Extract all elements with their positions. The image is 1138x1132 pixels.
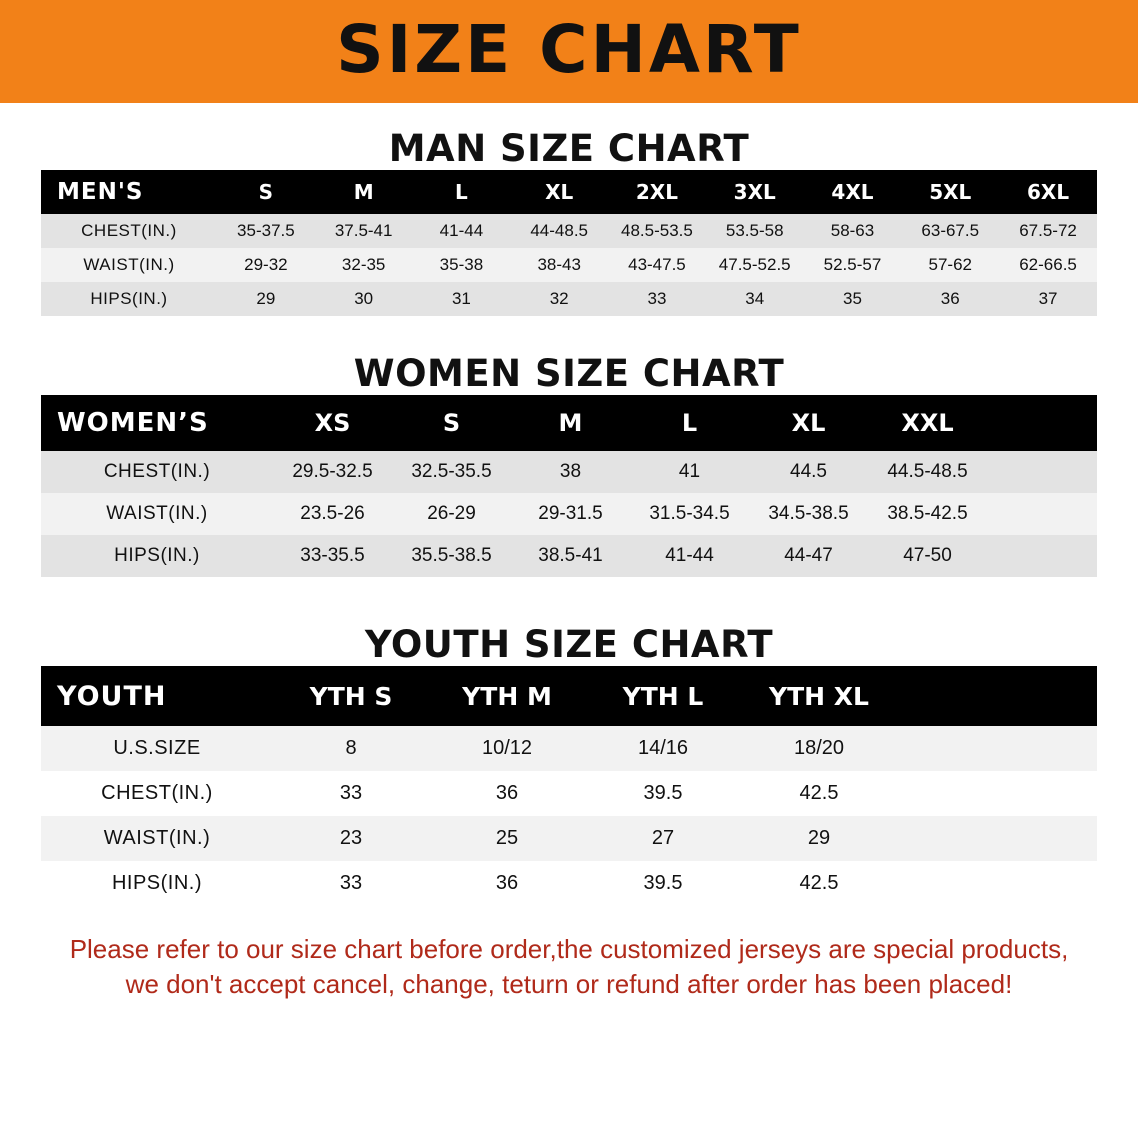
women-col-2: M <box>511 395 630 451</box>
youth-row-label-3: HIPS(IN.) <box>111 872 203 894</box>
youth-cell-1-3: 42.5 <box>799 782 839 804</box>
man-col-0: S <box>217 170 315 214</box>
man-cell-2-1: 30 <box>354 289 374 308</box>
women-cell-1-3: 31.5-34.5 <box>649 503 730 524</box>
youth-cell-0-0: 8 <box>345 737 357 759</box>
table-header-row <box>41 666 1097 726</box>
disclaimer-line-2: we don't accept cancel, change, teturn or refund after order has been placed! <box>125 969 1013 1000</box>
youth-cell-2-2: 27 <box>651 827 675 849</box>
women-cell-2-2: 38.5-41 <box>538 545 603 566</box>
youth-table-body <box>41 726 1097 906</box>
man-table-body <box>41 214 1097 316</box>
man-cell-1-1: 32-35 <box>341 255 386 274</box>
man-cell-2-6: 35 <box>843 289 862 308</box>
man-cell-0-7: 63-67.5 <box>921 221 980 240</box>
youth-table-header <box>41 666 1097 726</box>
women-cell-0-1: 32.5-35.5 <box>411 461 492 482</box>
youth-cell-3-3: 42.5 <box>799 872 839 894</box>
youth-cell-1-1: 36 <box>495 782 519 804</box>
man-cell-0-8: 67.5-72 <box>1019 221 1077 240</box>
women-cell-0-3: 41 <box>678 461 701 482</box>
man-col-6: 4XL <box>804 170 902 214</box>
banner <box>0 0 1138 103</box>
women-table-wrap <box>41 395 1097 577</box>
women-cell-0-4: 44.5 <box>790 461 827 482</box>
women-cell-1-4: 34.5-38.5 <box>768 503 849 524</box>
youth-row-label-1: CHEST(IN.) <box>101 782 213 804</box>
table-row <box>41 214 1097 248</box>
women-section-heading: WOMEN SIZE CHART <box>353 352 785 395</box>
women-cell-2-5: 47-50 <box>903 545 952 566</box>
man-cell-1-5: 47.5-52.5 <box>718 255 791 274</box>
table-row <box>41 282 1097 316</box>
table-row <box>41 248 1097 282</box>
disclaimer-line-1: Please refer to our size chart before order,the customized jerseys are special products, <box>69 934 1069 964</box>
man-row-label-0: CHEST(IN.) <box>81 221 177 240</box>
man-cell-0-1: 37.5-41 <box>334 221 393 240</box>
man-cell-0-6: 58-63 <box>830 221 875 240</box>
man-cell-1-8: 62-66.5 <box>1019 255 1077 274</box>
women-row-label-1: WAIST(IN.) <box>106 503 208 524</box>
women-cell-0-0: 29.5-32.5 <box>292 461 373 482</box>
youth-cell-1-0: 33 <box>339 782 363 804</box>
disclaimer-note <box>39 932 1099 1002</box>
youth-row-label-0: U.S.SIZE <box>113 737 201 759</box>
youth-cell-2-1: 25 <box>495 827 519 849</box>
man-cell-1-7: 57-62 <box>928 255 972 274</box>
women-cell-1-2: 29-31.5 <box>538 503 603 524</box>
youth-cell-3-0: 33 <box>339 872 363 894</box>
table-header-row <box>41 395 1097 451</box>
youth-cell-0-3: 18/20 <box>793 737 845 759</box>
man-col-2: L <box>413 170 511 214</box>
man-col-7: 5XL <box>901 170 999 214</box>
youth-row-label-2: WAIST(IN.) <box>103 827 211 849</box>
man-table-header <box>41 170 1097 214</box>
youth-cell-0-spacer <box>897 726 1097 771</box>
women-cell-2-4: 44-47 <box>784 545 833 566</box>
women-cell-1-spacer <box>987 493 1097 535</box>
man-row-label-2: HIPS(IN.) <box>90 289 168 308</box>
man-table-wrap <box>41 170 1097 316</box>
youth-cell-3-1: 36 <box>495 872 519 894</box>
youth-cell-2-3: 29 <box>807 827 831 849</box>
youth-col-1: YTH M <box>429 666 585 726</box>
youth-col-2: YTH L <box>585 666 741 726</box>
man-cell-1-0: 29-32 <box>244 255 288 274</box>
youth-cell-0-2: 14/16 <box>637 737 689 759</box>
women-col-3: L <box>630 395 749 451</box>
man-col-8: 6XL <box>999 170 1097 214</box>
women-cell-1-0: 23.5-26 <box>300 503 365 524</box>
man-cell-0-4: 48.5-53.5 <box>621 221 693 240</box>
man-col-3: XL <box>510 170 608 214</box>
table-header-row <box>41 170 1097 214</box>
women-cell-2-0: 33-35.5 <box>300 545 365 566</box>
man-cell-2-3: 32 <box>549 289 569 308</box>
man-cell-2-4: 33 <box>647 289 667 308</box>
table-row <box>41 451 1097 493</box>
man-cell-2-2: 31 <box>451 289 471 308</box>
women-table-header <box>41 395 1097 451</box>
man-col-1: M <box>315 170 413 214</box>
man-cell-1-3: 38-43 <box>537 255 581 274</box>
women-col-spacer <box>987 395 1097 451</box>
women-cell-2-1: 35.5-38.5 <box>411 545 492 566</box>
man-cell-1-2: 35-38 <box>439 255 484 274</box>
man-cell-0-2: 41-44 <box>439 221 484 240</box>
women-cell-0-2: 38 <box>559 461 582 482</box>
women-cell-0-spacer <box>987 451 1097 493</box>
youth-cell-2-spacer <box>897 816 1097 861</box>
man-cell-1-6: 52.5-57 <box>823 255 882 274</box>
youth-cell-0-1: 10/12 <box>481 737 533 759</box>
women-cell-2-3: 41-44 <box>665 545 714 566</box>
man-col-4: 2XL <box>608 170 706 214</box>
women-size-table <box>41 395 1097 577</box>
man-cell-1-4: 43-47.5 <box>628 255 686 274</box>
man-cell-0-0: 35-37.5 <box>237 221 295 240</box>
table-row <box>41 535 1097 577</box>
youth-section-heading: YOUTH SIZE CHART <box>364 623 774 666</box>
women-col-5: XXL <box>868 395 987 451</box>
women-row-head: WOMEN’S <box>41 395 273 451</box>
women-cell-1-5: 38.5-42.5 <box>887 503 968 524</box>
man-row-head: MEN'S <box>41 170 217 214</box>
man-cell-2-5: 34 <box>745 289 765 308</box>
man-row-label-1: WAIST(IN.) <box>83 255 175 274</box>
women-row-label-0: CHEST(IN.) <box>103 461 211 482</box>
youth-row-head: YOUTH <box>41 666 273 726</box>
youth-cell-1-spacer <box>897 771 1097 816</box>
women-col-4: XL <box>749 395 868 451</box>
women-cell-0-5: 44.5-48.5 <box>887 461 968 482</box>
women-col-0: XS <box>273 395 392 451</box>
youth-cell-3-2: 39.5 <box>643 872 683 894</box>
women-cell-2-spacer <box>987 535 1097 577</box>
man-col-5: 3XL <box>706 170 804 214</box>
youth-size-table <box>41 666 1097 906</box>
table-row <box>41 493 1097 535</box>
man-cell-2-7: 36 <box>940 289 960 308</box>
table-row <box>41 861 1097 906</box>
man-cell-0-5: 53.5-58 <box>725 221 784 240</box>
table-row <box>41 816 1097 861</box>
youth-table-wrap <box>41 666 1097 906</box>
women-row-label-2: HIPS(IN.) <box>114 545 200 566</box>
man-cell-2-0: 29 <box>256 289 276 308</box>
youth-col-spacer <box>897 666 1097 726</box>
youth-col-0: YTH S <box>273 666 429 726</box>
women-cell-1-1: 26-29 <box>427 503 476 524</box>
table-row <box>41 726 1097 771</box>
youth-col-3: YTH XL <box>741 666 897 726</box>
youth-cell-2-0: 23 <box>339 827 363 849</box>
banner-title: SIZE CHART <box>336 10 802 88</box>
women-col-1: S <box>392 395 511 451</box>
man-cell-2-8: 37 <box>1038 289 1058 308</box>
youth-cell-1-2: 39.5 <box>643 782 683 804</box>
man-size-table <box>41 170 1097 316</box>
youth-cell-3-spacer <box>897 861 1097 906</box>
man-section-heading: MAN SIZE CHART <box>388 127 750 170</box>
women-table-body <box>41 451 1097 577</box>
man-cell-0-3: 44-48.5 <box>530 221 589 240</box>
table-row <box>41 771 1097 816</box>
